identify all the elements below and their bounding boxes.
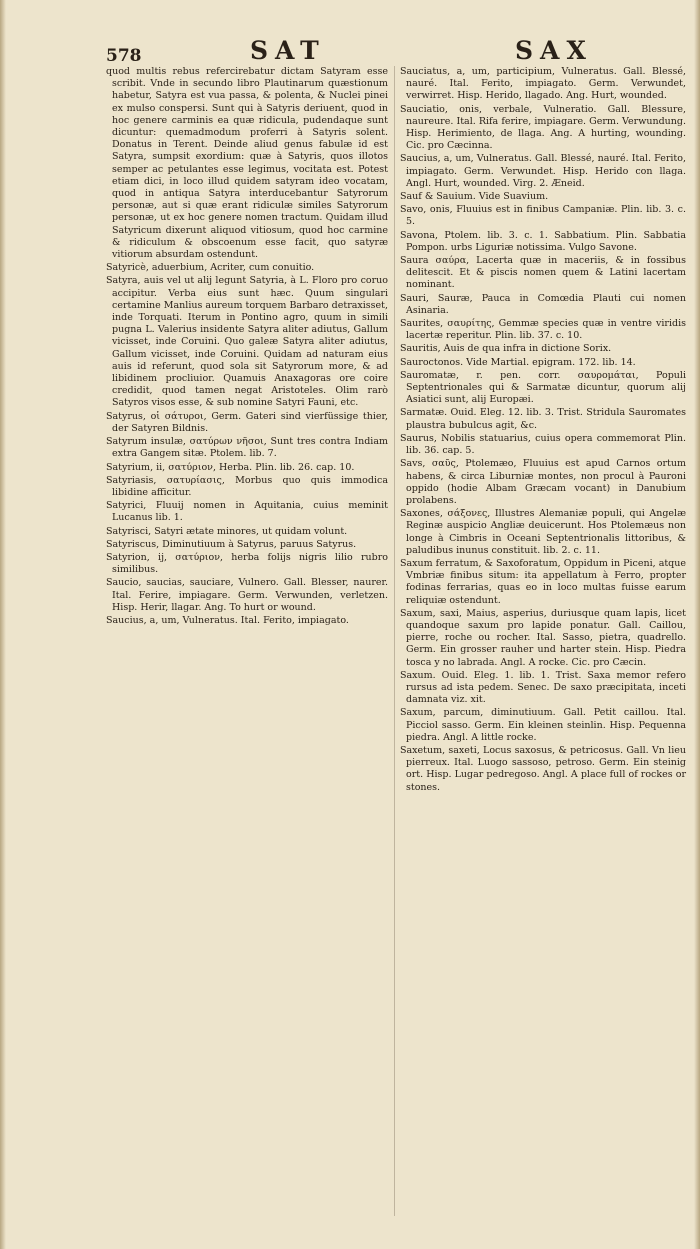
dictionary-entry: Saurus, Nobilis statuarius, cuius opera commemorat Plin. lib. 36. cap. 5.: [400, 432, 686, 457]
running-head-left: SAT: [250, 36, 326, 65]
dictionary-entry: Sauri, Sauræ, Pauca in Comœdia Plauti cui nomen Asinaria.: [400, 292, 686, 316]
dictionary-entry: Savona, Ptolem. lib. 3. c. 1. Sabbatium. Plin. Sabbatia Pompon. urbs Liguriæ notissima. Vulgo Savone.: [400, 229, 686, 253]
page-number: 578: [106, 46, 142, 66]
page-edge-left: [0, 0, 6, 1249]
dictionary-entry: Satyriscus, Diminutiuum à Satyrus, paruus Satyrus.: [106, 538, 357, 550]
dictionary-entry: Satyriasis, σατυρίασις, Morbus quo quis immodica libidine afficitur.: [106, 474, 388, 498]
dictionary-entry: Savo, onis, Fluuius est in finibus Campaniæ. Plin. lib. 3. c. 5.: [400, 204, 686, 228]
dictionary-entry: Saucius, a, um, Vulneratus. Ital. Ferito, impiagato.: [106, 614, 349, 626]
dictionary-entry: Satyrici, Fluuij nomen in Aquitania, cuius meminit Lucanus lib. 1.: [106, 500, 388, 524]
dictionary-entry: Savs, σαῦς, Ptolemæo, Fluuius est apud Carnos ortum habens, & circa Liburniæ montes, non procul à Pauroni oppido (hodie Albam Græcam vocant) in Danubium prolabens.: [400, 458, 686, 506]
dictionary-entry: Satyra, auis vel ut alij legunt Satyria, à L. Floro pro coruo accipitur. Verba eius sunt hæc. Quum singulari certamine Manlius aureum torquem Barbaro detraxisset, inde Torquati. Iterum in Pontino agro, quum in simili pugna L. Valerius insidente Satyra aliter adiutus, Gallum vicisset, inde Coruini. Quo galeæ Satyra aliter adiutus, Gallum vicisset, inde Coruini. Quidam ad naturam eius auis id referunt, quod sola sit Satyrorum more, & ad libidinem procliuior. Quamuis Anaxagoras ore coire credidit, quod tamen negat Aristoteles. Olim rarò Satyros visos esse, & sub nomine Satyri Fauni, etc.: [106, 275, 388, 409]
dictionary-entry: Saxum, parcum, diminutiuum. Gall. Petit caillou. Ital. Picciol sasso. Germ. Ein kleinen steinlin. Hisp. Pequenna piedra. Angl. A little rocke.: [400, 707, 686, 743]
dictionary-entry: Saxetum, saxeti, Locus saxosus, & petricosus. Gall. Vn lieu pierreux. Ital. Luogo sassoso, petroso. Germ. Ein steinig ort. Hisp. Lugar pedregoso. Angl. A place full of rockes or stones.: [400, 744, 686, 793]
dictionary-entry: Saxum ferratum, & Saxoforatum, Oppidum in Piceni, atque Vmbriæ finibus situm: ita appellatum à Ferro, propter fodinas ferrarias, quas eo in loco multas fuisse earum reliquiæ ostendunt.: [400, 557, 686, 606]
dictionary-entry: Satyrus, οἱ σάτυροι, Germ. Gateri sind vierfüssige thier, der Satyren Bildnis.: [106, 410, 388, 434]
dictionary-entry: Saura σαύρα, Lacerta quæ in maceriis, & in fossibus delitescit. Et & piscis nomen quem & Latini lacertam nominant.: [400, 255, 686, 291]
dictionary-entry: Saurites, σαυρίτης, Gemmæ species quæ in ventre viridis lacertæ reperitur. Plin. lib. 37. c. 10.: [400, 318, 686, 342]
dictionary-entry: Satyrum insulæ, σατύρων νῆσοι, Sunt tres contra Indiam extra Gangem sitæ. Ptolem. lib. 7.: [106, 436, 388, 460]
right-column: [400, 66, 686, 795]
dictionary-entry: Sauciatus, a, um, participium, Vulneratus. Gall. Blessé, nauré. Ital. Ferito, impiagato. Germ. Verwundet, verwirret. Hisp. Herido, llagado. Ang. Hurt, wounded.: [400, 66, 686, 102]
page-edge-right: [694, 0, 700, 1249]
dictionary-entry: Satyrisci, Satyri ætate minores, ut quidam volunt.: [106, 525, 348, 537]
dictionary-entry: Satyrium, ii, σατύριον, Herba. Plin. lib. 26. cap. 10.: [106, 461, 355, 473]
dictionary-entry: quod multis rebus refercirebatur dictam Satyram esse scribit. Vnde in secundo libro Plautinarum quæstionum habetur, Satyra est vua passa, & polenta, & Nuclei pinei ex mulso conspersi. Sunt qui à Satyris deriuent, quod in hoc genere carminis ea quæ ridicula, pudendaque sunt dicuntur: quemadmodum proferri à Satyris solent. Donatus in Terent. Deinde aliud genus fabulæ id est Satyra, sumpsit exordium: quæ à Satyris, quos illotos semper ac petulantes esse legimus, vocitata est. Potest etiam dici, in loco illud quidem satyram ideo vocatam, quod in antiqua Satyra interducebantur Satyrorum personæ, aut si quæ erant ridiculæ similes Satyrorum personæ, ut ex hoc genere nomen tractum. Quidam illud Satyricum dixerunt aliquod vitiosum, quod hoc carmine & ridiculum & obscoenum esse facit, quo satyræ vitiorum absurdam ostendunt.: [106, 66, 388, 261]
dictionary-entry: Saucius, a, um, Vulneratus. Gall. Blessé, nauré. Ital. Ferito, impiagato. Germ. Verwundet. Hisp. Herido con llaga. Angl. Hurt, wounded. Virg. 2. Æneid.: [400, 153, 686, 189]
dictionary-entry: Sauritis, Auis de qua infra in dictione Sorix.: [400, 343, 612, 355]
column-divider: [394, 66, 395, 1216]
dictionary-entry: Sauf & Sauium. Vide Suavium.: [400, 191, 549, 203]
running-head-right: SAX: [515, 36, 593, 65]
dictionary-entry: Saxum. Ouid. Eleg. 1. lib. 1. Trist. Saxa memor refero rursus ad ista pedem. Senec. De saxo præcipitata, inceti damnata viz. xit.: [400, 669, 686, 706]
dictionary-entry: Sauroctonos. Vide Martial. epigram. 172. lib. 14.: [400, 356, 636, 368]
dictionary-entry: Saxones, σάξονες, Illustres Alemaniæ populi, qui Angelæ Reginæ auspicio Angliæ deuicerunt. Hos Ptolemæus non longe à Cimbris in Oceani Septentrionalis littoribus, & paludibus inunus constituit. lib. 2. c. 11.: [400, 508, 686, 556]
dictionary-entry: Saxum, saxi, Maius, asperius, duriusque quam lapis, licet quandoque saxum pro lapide ponatur. Gall. Caillou, pierre, roche ou rocher. Ital. Sasso, pietra, quadrello. Germ. Ein grosser rauher und harter stein. Hisp. Piedra tosca y no labrada. Angl. A rocke. Cic. pro Cæcin.: [400, 607, 686, 668]
dictionary-entry: Sauciatio, onis, verbale, Vulneratio. Gall. Blessure, naureure. Ital. Rifa ferire, impiagare. Germ. Verwundung. Hisp. Herimiento, de llaga. Ang. A hurting, wounding. Cic. pro Cæcinna.: [400, 103, 686, 152]
dictionary-entry: Satyricè, aduerbium, Acriter, cum conuitio.: [106, 262, 315, 274]
dictionary-entry: Saucio, saucias, sauciare, Vulnero. Gall. Blesser, naurer. Ital. Ferire, impiagare. Germ. Verwunden, verletzen. Hisp. Herir, llagar. Ang. To hurt or wound.: [106, 577, 388, 613]
dictionary-entry: Sauromatæ, r. pen. corr. σαυρομάται, Populi Septentrionales qui & Sarmatæ dicuntur, quorum alij Asiatici sunt, alij Europæi.: [400, 369, 686, 406]
dictionary-entry: Sarmatæ. Ouid. Eleg. 12. lib. 3. Trist. Stridula Sauromates plaustra bubulcus agit, &c.: [400, 407, 686, 431]
left-column: [106, 66, 388, 628]
dictionary-entry: Satyrion, ij, σατύριον, herba folijs nigris lilio rubro similibus.: [106, 551, 388, 576]
